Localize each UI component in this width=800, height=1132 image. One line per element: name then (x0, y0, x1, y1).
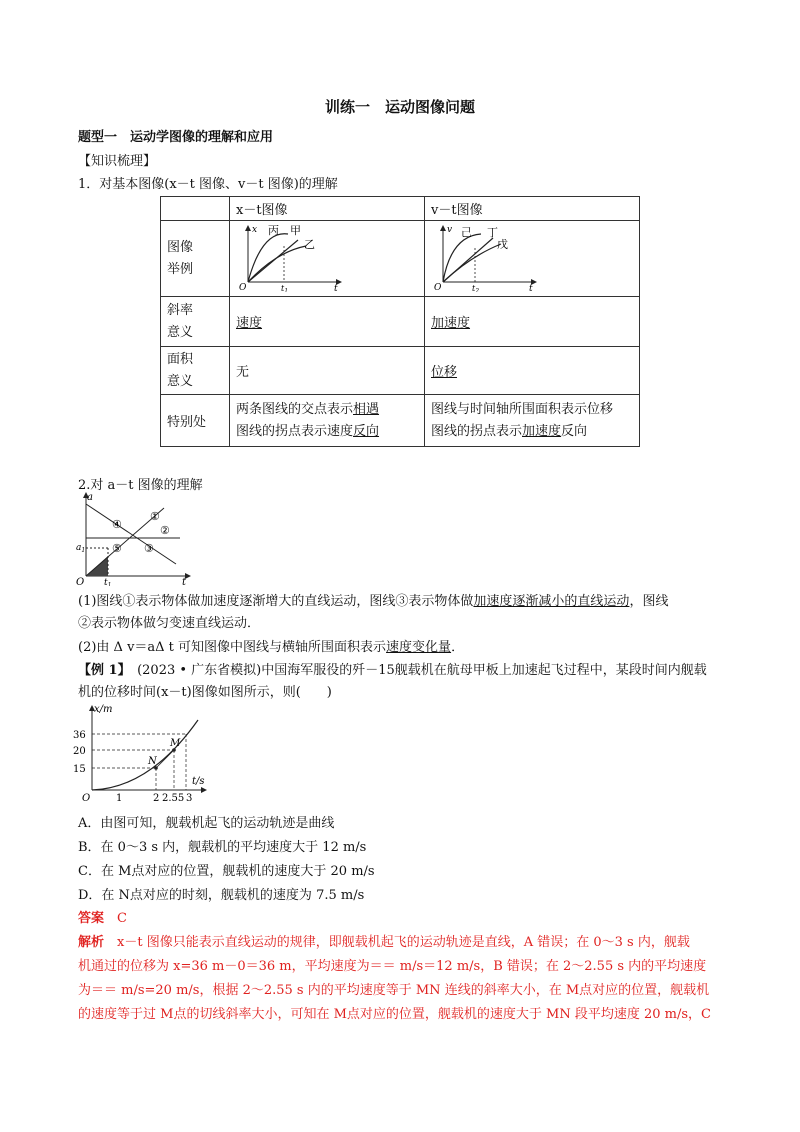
svg-text:③: ③ (144, 542, 154, 555)
svg-text:N: N (148, 756, 157, 767)
table-corner (161, 197, 230, 221)
svg-text:x: x (252, 224, 258, 235)
svg-text:④: ④ (112, 518, 122, 531)
item-1-heading: 1．对基本图像(x－t 图像、v－t 图像)的理解 (78, 177, 338, 192)
svg-text:a: a (87, 492, 93, 503)
svg-text:丙: 丙 (268, 223, 279, 237)
svg-text:3: 3 (186, 793, 193, 804)
table-row-label: 图像 举例 (161, 221, 230, 297)
explanation-line-4: 的速度等于过 M点的切线斜率大小，可知在 M点对应的位置，舰载机的速度大于 MN 段平均速度 20 m/s，C (78, 1007, 711, 1022)
knowledge-tag: 【知识梳理】 (78, 154, 157, 169)
option-a: A．由图可知，舰载机起飞的运动轨迹是曲线 (78, 816, 335, 831)
svg-text:v: v (447, 224, 453, 235)
table-cell: 无 (230, 347, 425, 395)
svg-text:己: 己 (461, 225, 472, 239)
explanation-line-1: 解析 x－t 图像只能表示直线运动的规律，即舰载机起飞的运动轨迹是直线，A 错误；在 0～3 s 内，舰载 (78, 935, 690, 950)
svg-text:20: 20 (73, 746, 86, 757)
table-cell: 两条图线的交点表示相遇 图线的拐点表示速度反向 (230, 395, 425, 447)
svg-text:O: O (82, 793, 91, 804)
explain-p1: (1)图线①表示物体做加速度逐渐增大的直线运动，图线③表示物体做加速度逐渐减小的直线运动，图线 (78, 594, 669, 609)
svg-text:O: O (434, 282, 442, 292)
example-xt-graph (70, 702, 210, 804)
table-cell: 图线与时间轴所围面积表示位移 图线的拐点表示加速度反向 (425, 395, 640, 447)
table-cell: 加速度 (425, 297, 640, 347)
svg-text:t: t (182, 577, 187, 586)
option-b: B．在 0～3 s 内，舰载机的平均速度大于 12 m/s (78, 840, 367, 855)
svg-text:2.55: 2.55 (162, 793, 185, 804)
svg-text:t1: $t_1$ (104, 578, 112, 586)
svg-text:36: 36 (73, 730, 86, 741)
svg-text:a1: $a_1$ (76, 543, 86, 554)
svg-text:t/s: t/s (192, 776, 205, 787)
section-heading: 题型一 运动学图像的理解和应用 (78, 130, 274, 145)
explanation-line-2: 机通过的位移为 x=36 m－0＝36 m，平均速度为＝＝ m/s＝12 m/s，B 错误；在 2～2.55 s 内的平均速度 (78, 959, 707, 974)
svg-text:戊: 戊 (497, 237, 508, 251)
example-1-stem: 【例 1】 (2023 • 广东省模拟)中国海军服役的歼－15舰载机在航母甲板上加速起飞过程中，某段时间内舰载 (78, 663, 707, 678)
svg-text:x/m: x/m (94, 704, 113, 715)
xt-example-graph (236, 222, 346, 292)
svg-text:M: M (170, 738, 181, 749)
xt-example-graph-cell (230, 221, 425, 297)
table-row-label: 面积 意义 (161, 347, 230, 395)
svg-text:乙: 乙 (304, 237, 315, 251)
explanation-line-3: 为＝＝ m/s=20 m/s，根据 2～2.55 s 内的平均速度等于 MN 连线的斜率大小，在 M点对应的位置，舰载机 (78, 983, 710, 998)
svg-text:O: O (239, 282, 247, 292)
svg-text:1: 1 (116, 793, 123, 804)
svg-text:t2: $t_2$ (472, 283, 480, 292)
svg-text:丁: 丁 (487, 225, 498, 239)
example-1-stem-cont: 机的位移时间(x－t)图像如图所示，则( ) (78, 685, 332, 700)
svg-text:甲: 甲 (290, 223, 301, 237)
item-2-heading: 2.对 a－t 图像的理解 (78, 478, 203, 493)
table-row-label: 斜率 意义 (161, 297, 230, 347)
table-row-label: 特别处 (161, 395, 230, 447)
svg-text:t1: $t_1$ (281, 283, 289, 292)
at-graph (76, 490, 196, 586)
table-col-header-xt: x－t图像 (230, 197, 425, 221)
page-title: 训练一 运动图像问题 (324, 98, 475, 116)
svg-text:t: t (529, 283, 533, 292)
table-cell: 位移 (425, 347, 640, 395)
option-d: D．在 N点对应的时刻，舰载机的速度为 7.5 m/s (78, 888, 365, 903)
graph-comparison-table (160, 196, 640, 447)
explain-p2: (2)由 Δ v＝aΔ t 可知图像中图线与横轴所围面积表示速度变化量． (78, 640, 465, 655)
svg-text:⑤: ⑤ (112, 542, 122, 555)
option-c: C．在 M点对应的位置，舰载机的速度大于 20 m/s (78, 864, 375, 879)
explain-p1-cont: ②表示物体做匀变速直线运动． (78, 616, 261, 631)
table-cell: 速度 (230, 297, 425, 347)
svg-text:15: 15 (73, 764, 86, 775)
svg-text:t: t (334, 283, 338, 292)
svg-text:①: ① (150, 510, 160, 523)
svg-text:O: O (76, 577, 85, 586)
svg-text:②: ② (160, 524, 170, 537)
svg-text:2: 2 (153, 793, 160, 804)
vt-example-graph (431, 222, 541, 292)
vt-example-graph-cell (425, 221, 640, 297)
answer-line: 答案 C (78, 911, 127, 926)
table-col-header-vt: v－t图像 (425, 197, 640, 221)
